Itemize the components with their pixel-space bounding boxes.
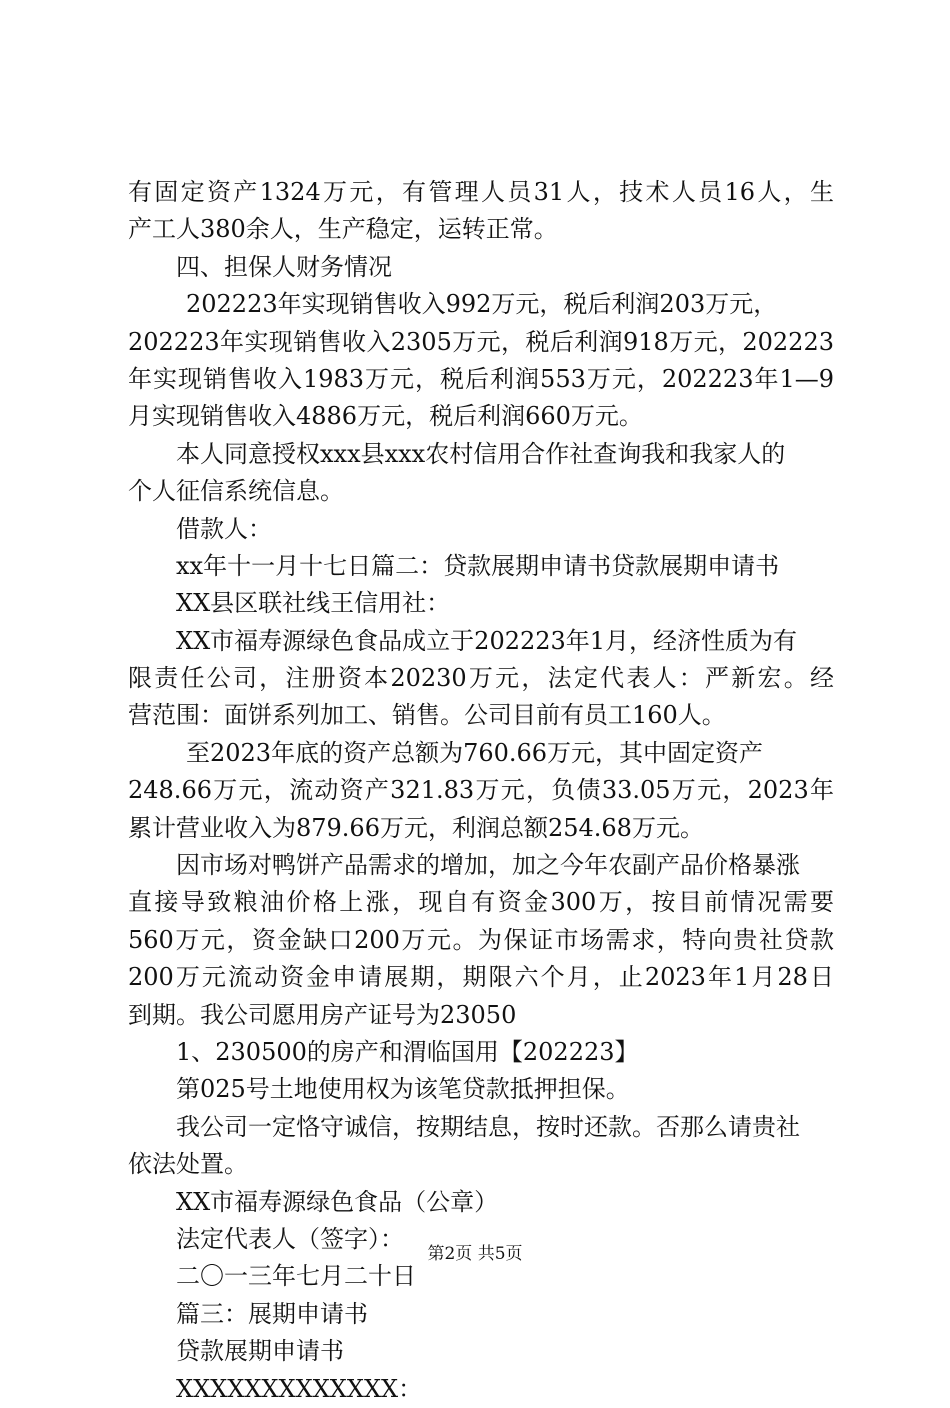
- paragraph-line: 560万元，资金缺口200万元。为保证市场需求，特向贵社贷款: [128, 925, 834, 954]
- paragraph-line: 有固定资产1324万元，有管理人员31人，技术人员16人，生: [128, 178, 834, 206]
- paragraph-line: 202223年实现销售收入2305万元，税后利润918万元，202223: [128, 327, 834, 356]
- date-line: 二〇一三年七月二十日: [176, 1262, 416, 1291]
- paragraph-line: 累计营业收入为879.66万元，利润总额254.68万元。: [128, 813, 704, 842]
- paragraph-line: 依法处置。: [128, 1150, 248, 1179]
- paragraph-line: 营范围：面饼系列加工、销售。公司目前有员工160人。: [128, 701, 726, 730]
- paragraph-line: 第025号土地使用权为该笔贷款抵押担保。: [176, 1075, 630, 1104]
- signature-line: XX市福寿源绿色食品（公章）: [176, 1187, 499, 1216]
- paragraph-line: XX市福寿源绿色食品成立于202223年1月，经济性质为有: [176, 626, 798, 655]
- paragraph-line: 我公司一定恪守诚信，按期结息，按时还款。否那么请贵社: [176, 1112, 800, 1141]
- paragraph-line: 到期。我公司愿用房产证号为23050: [128, 1000, 517, 1029]
- paragraph-line: 202223年实现销售收入992万元，税后利润203万元，: [186, 290, 778, 319]
- paragraph-line: 至2023年底的资产总额为760.66万元，其中固定资产: [186, 738, 764, 767]
- paragraph-line: 本人同意授权xxx县xxx农村信用合作社查询我和我家人的: [176, 439, 786, 468]
- paragraph-line: 月实现销售收入4886万元，税后利润660万元。: [128, 402, 643, 431]
- paragraph-line: 1、230500的房产和渭临国用【202223】: [176, 1037, 639, 1066]
- paragraph-line: 200万元流动资金申请展期，期限六个月，止2023年1月28日: [128, 963, 834, 992]
- document-body: [128, 174, 834, 1408]
- section-heading: 篇三：展期申请书: [176, 1299, 368, 1328]
- addressee-line: XXXXXXXXXXXXX：: [176, 1374, 423, 1403]
- paragraph-line: 限责任公司，注册资本20230万元，法定代表人：严新宏。经: [128, 664, 834, 693]
- addressee-line: XX县区联社线王信用社：: [176, 589, 451, 618]
- paragraph-line: 产工人380余人，生产稳定，运转正常。: [128, 215, 558, 244]
- page-number: 第2页 共5页: [427, 1244, 523, 1264]
- paragraph-line: 个人征信系统信息。: [128, 477, 344, 506]
- paragraph-line: 年实现销售收入1983万元，税后利润553万元，202223年1—9: [128, 364, 834, 393]
- paragraph-line: xx年十一月十七日篇二：贷款展期申请书贷款展期申请书: [176, 551, 780, 580]
- paragraph-line: 借款人：: [176, 514, 272, 543]
- paragraph-line: 因市场对鸭饼产品需求的增加，加之今年农副产品价格暴涨: [176, 851, 800, 880]
- paragraph-line: 直接导致粮油价格上涨，现自有资金300万，按目前情况需要: [128, 888, 834, 917]
- document-title: 贷款展期申请书: [176, 1337, 344, 1366]
- section-heading: 四、担保人财务情况: [176, 252, 392, 281]
- signature-line: 法定代表人（签字）：: [176, 1224, 404, 1253]
- paragraph-line: 248.66万元，流动资产321.83万元，负债33.05万元，2023年: [128, 776, 834, 805]
